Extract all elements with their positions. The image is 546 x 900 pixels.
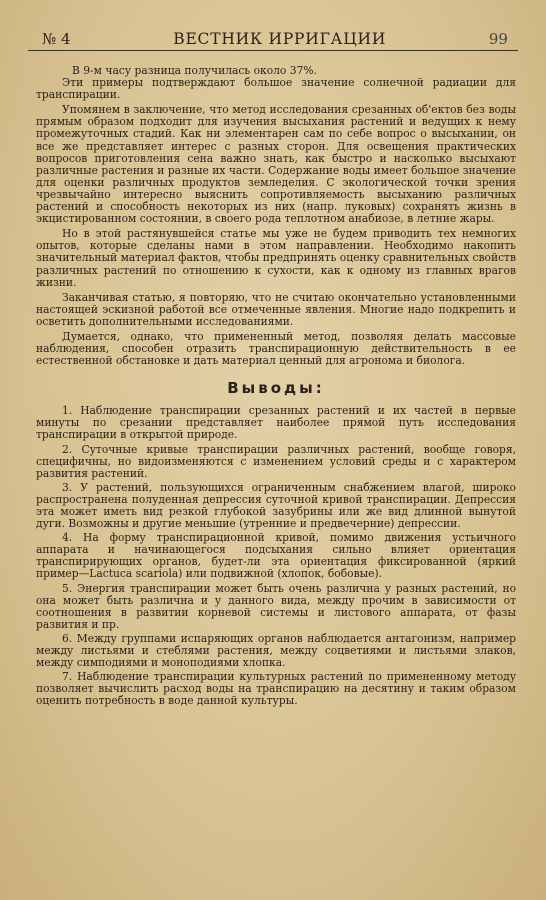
paragraph: Упомянем в заключение, что метод исследования срезанных об'ектов без воды прямым образом подходит для изучения высыхания растений и ведущих к нему промежуточных стадий. Как ни элементарен сам по себе вопрос о высыхании, он все же представляет интерес с разных сторон. Для освещения практических вопросов приготовления сена важно знать, как быстро и насколько высыхают различные растения и разные их части. Содержание воды имеет большое значение для оценки различных продуктов земледелия. С экологической точки зрения чрезвычайно интересно выяснить сопротивляемость высыханию различных растений и способность некоторых из них (напр. луковых) сохранять жизнь в экцистированном состоянии, в своего рода теплотном анабиозе, в летние жары. (36, 103, 516, 226)
conclusion-item: 3. У растений, пользующихся ограниченным снабжением влагой, широко распространена полуденная депрессия суточной кривой транспирации. Депрессия эта может иметь вид резкой глубокой зазубрины или же вид длинной вынутой дуги. Возможны и другие меньшие (утренние и предвечерние) депрессии. (36, 480, 516, 531)
conclusion-item: 7. Наблюдение транспирации культурных растений по примененному методу позволяет вычислить расход воды на транспирацию на десятину и таким образом оценить потребность в воде данной культуры. (36, 670, 516, 708)
issue-number: № 4 (42, 30, 71, 48)
page-header (28, 30, 518, 51)
paragraph: В 9-м часу разница получилась около 37%. (72, 64, 317, 77)
paragraph: Но в этой растянувшейся статье мы уже не будем приводить тех немногих опытов, которые сделаны нами в этом направлении. Необходимо накопить значительный материал фактов, чтобы предпринять оценку сравнительных свойств различных растений по отношению к сухости, как к одному из главных врагов жизни. (36, 227, 516, 289)
paragraph: Эти примеры подтверждают большое значение солнечной радиации для транспирации. (36, 76, 516, 102)
paragraph: Думается, однако, что примененный метод, позволяя делать массовые наблюдения, способен отразить транспирационную действительность в ее естественной обстановке и дать материал ценный для агронома и биолога. (36, 329, 516, 368)
paragraph: Заканчивая статью, я повторяю, что не считаю окончательно установленными настоящей эскизной работой все отмеченные явления. Многие надо подкрепить и осветить дополнительными исследованиями. (36, 290, 516, 328)
conclusion-item: 4. На форму транспирационной кривой, помимо движения устьичного аппарата и начинающегося подсыхания сильно влияет ориентация транспирирующих органов, будет-ли эта ориентация фиксированной (яркий пример—Lactuca scariola) или подвижной (хлопок, бобовые). (36, 531, 516, 581)
journal-title: ВЕСТНИК ИРРИГАЦИИ (173, 30, 387, 48)
conclusions-heading: Выводы: (227, 379, 325, 398)
conclusion-item: 6. Между группами испаряющих органов наблюдается антагонизм, например между листьями и стеблями растения, между соцветиями и листьями злаков, между симподиями и моноподиями хлопка. (36, 631, 516, 670)
page-number: 99 (488, 30, 508, 48)
conclusion-item: 2. Суточные кривые транспирации различных растений, вообще говоря, специфичны, но видоизменяются с изменением условий среды и с характером развития растений. (36, 442, 516, 480)
conclusion-item: 1. Наблюдение транспирации срезанных растений и их частей в первые минуты по срезании представляет наиболее прямой путь исследования транспирации в открытой природе. (36, 404, 516, 442)
article-body (28, 65, 520, 708)
conclusion-item: 5. Энергия транспирации может быть очень различна у разных растений, но она может быть различна и у данного вида, между прочим в зависимости от соотношения в развитии корневой системы и листового аппарата, от фазы развития и пр. (36, 581, 516, 631)
